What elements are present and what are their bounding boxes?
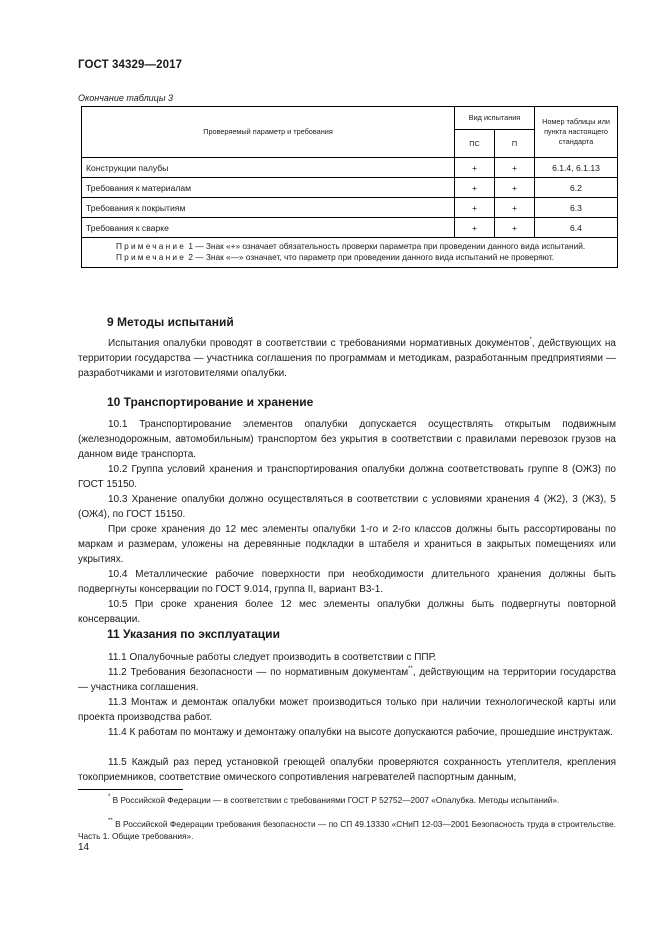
row-ref: 6.1.4, 6.1.13 (535, 158, 618, 178)
section-9-paragraph: Испытания опалубки проводят в соответствии с требованиями нормативных документов*, действующих на территории государства — участника соглашения по программам и методикам, разработанным предприятиями — разработчиками и изготовителями опалубки. (78, 337, 616, 379)
header-test-type: Вид испытания (455, 107, 535, 130)
paragraph-11-4: 11.4 К работам по монтажу и демонтажу опалубки на высоте допускаются рабочие, прошедшие инструктаж. (108, 727, 613, 738)
footnote-mark: ** (408, 666, 413, 672)
table-row (82, 198, 618, 218)
row-param: Требования к материалам (82, 178, 455, 198)
table-row (82, 218, 618, 238)
row-ref: 6.3 (535, 198, 618, 218)
page-number: 14 (78, 842, 90, 853)
note-label: Примечание (116, 252, 187, 262)
table-row (82, 158, 618, 178)
footnote-2: ** В Российской Федерации требования безопасности — по СП 49.13330 «СНиП 12-03—2001 Безопасность труда в строительстве. Часть 1. Общие требования». (78, 818, 616, 841)
paragraph-11-3: 11.3 Монтаж и демонтаж опалубки может производиться только при наличии технологической карты или проекта производства работ. (78, 697, 616, 723)
paragraph-10-3: 10.3 Хранение опалубки должно осуществляться в соответствии с условиями хранения 4 (Ж2), 3 (Ж3), 5 (ОЖ4), по ГОСТ 15150. (78, 494, 616, 520)
row-ref: 6.2 (535, 178, 618, 198)
note-label: Примечание (116, 241, 187, 251)
row-param: Требования к сварке (82, 218, 455, 238)
row-ps: + (455, 178, 495, 198)
paragraph-10-2: 10.2 Группа условий хранения и транспортирования опалубки должна соответствовать группе 8 (ОЖ3) по ГОСТ 15150. (78, 464, 616, 490)
table-row (82, 178, 618, 198)
table-caption: Окончание таблицы 3 (78, 93, 173, 103)
row-ref: 6.4 (535, 218, 618, 238)
table-note (82, 238, 618, 268)
paragraph-10-3-storage: При сроке хранения до 12 мес элементы опалубки 1-го и 2-го классов должны быть рассортированы по маркам и размерам, уложены на деревянные подкладки в штабеля и храниться в закрытых помещениях или укрытиях. (78, 524, 616, 565)
header-ref: Номер таблицы или пункта настоящего стандарта (535, 107, 618, 158)
row-param: Конструкции палубы (82, 158, 455, 178)
header-ps: ПС (455, 130, 495, 158)
footnote-1: * В Российской Федерации — в соответствии с требованиями ГОСТ Р 52752—2007 «Опалубка. Методы испытаний». (108, 794, 560, 805)
paragraph-10-1: 10.1 Транспортирование элементов опалубки допускается осуществлять открытым подвижным (железнодорожным, автомобильным) транспортом без укрытия в соответствии с правилами перевозок грузов на данном виде транспорта. (78, 419, 616, 460)
table-3 (81, 106, 618, 268)
row-ps: + (455, 218, 495, 238)
note-2: 2 — Знак «—» означает, что параметр при проведении данного вида испытаний не проверяют. (188, 252, 555, 262)
row-p: + (495, 218, 535, 238)
document-header: ГОСТ 34329—2017 (78, 59, 183, 71)
note-1: 1 — Знак «+» означает обязательность проверки параметра при проведении данного вида испытаний. (188, 241, 586, 251)
paragraph-11-2: 11.2 Требования безопасности — по нормативным документам**, действующим на территории государства — участника соглашения. (78, 666, 616, 693)
section-10-title: 10 Транспортирование и хранение (107, 395, 314, 409)
paragraph-10-4: 10.4 Металлические рабочие поверхности при необходимости длительного хранения должны быть подвергнуты консервации по ГОСТ 9.014, группа II, вариант В3-1. (78, 569, 616, 595)
footnote-mark: * (529, 337, 532, 343)
header-p: П (495, 130, 535, 158)
row-p: + (495, 178, 535, 198)
section-11-title: 11 Указания по эксплуатации (107, 627, 280, 641)
header-param: Проверяемый параметр и требования (82, 107, 455, 158)
paragraph-10-5: 10.5 При сроке хранения более 12 мес элементы опалубки должны быть подвергнуты повторной консервации. (78, 599, 616, 625)
row-param: Требования к покрытиям (82, 198, 455, 218)
row-ps: + (455, 198, 495, 218)
row-ps: + (455, 158, 495, 178)
paragraph-11-1: 11.1 Опалубочные работы следует производить в соответствии с ППР. (108, 652, 437, 663)
section-9-title: 9 Методы испытаний (107, 315, 234, 329)
row-p: + (495, 198, 535, 218)
footnote-separator (78, 789, 183, 790)
paragraph-11-5: 11.5 Каждый раз перед установкой греющей опалубки проверяются сохранность утеплителя, крепления токоприемников, соответствие омического сопротивления нагревателей паспортным данным, (78, 757, 616, 783)
row-p: + (495, 158, 535, 178)
